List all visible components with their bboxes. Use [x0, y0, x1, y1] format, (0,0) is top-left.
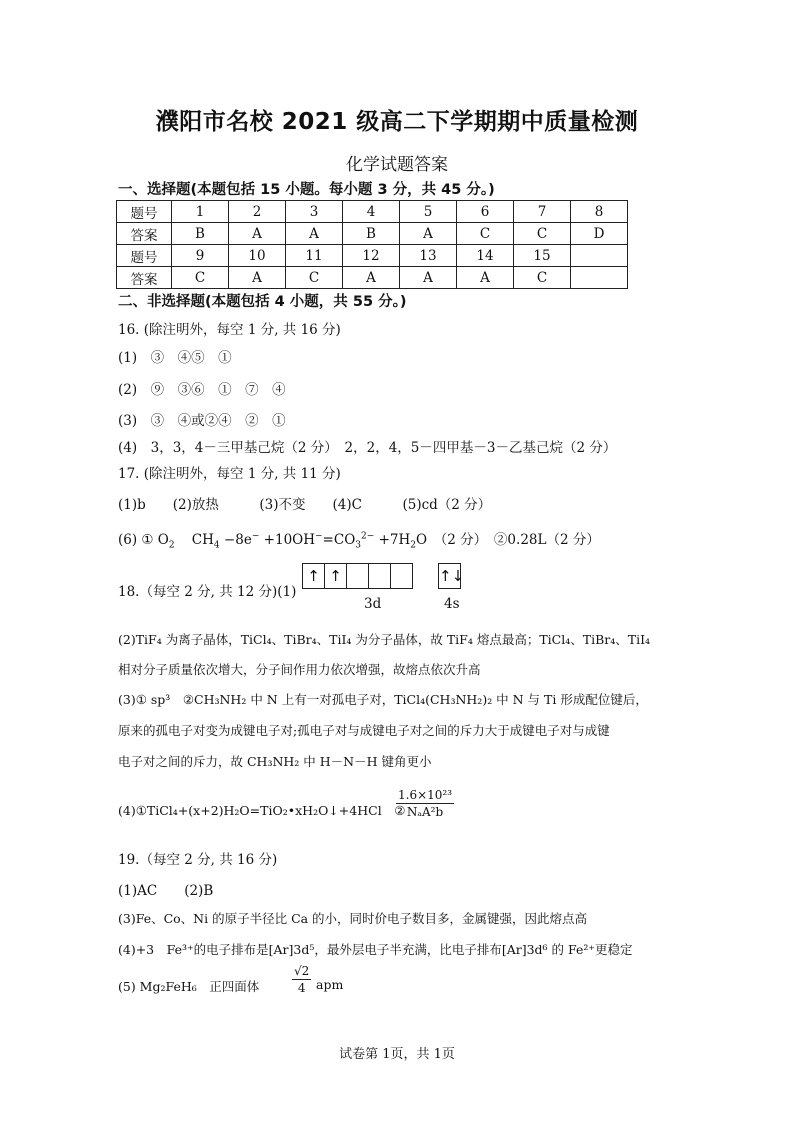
table-cell: A [343, 267, 400, 289]
table-cell: C [514, 267, 571, 289]
table-row [117, 245, 628, 267]
answer-table [116, 200, 628, 289]
q18-line-3a: (3)① sp³ ②CH₃NH₂ 中 N 上有一对孤电子对，TiCl₄(CH₃NH₂)₂ 中 N 与 Ti 形成配位键后， [118, 692, 648, 707]
table-cell: 6 [457, 201, 514, 223]
table-cell: 13 [400, 245, 457, 267]
q17-line-1: (1)b (2)放热 (3)不变 (4)C (5)cd（2 分） [118, 497, 492, 513]
orbital-box: ↑ [325, 564, 347, 588]
table-cell: B [343, 223, 400, 245]
table-cell: 1 [172, 201, 229, 223]
table-cell: 2 [229, 201, 286, 223]
orbital-box [369, 564, 391, 588]
q16-line-4: (4) 3，3，4－三甲基己烷（2 分） 2，2，4，5－四甲基－3－乙基己烷（2 分） [118, 440, 617, 456]
table-row [117, 201, 628, 223]
table-cell: 11 [286, 245, 343, 267]
table-cell: C [172, 267, 229, 289]
table-cell: C [286, 267, 343, 289]
q17-line-2: (6) ① $O_2$ $CH_4 -8e^- +10OH^-=CO_3^{2-} +7H_2O$ （2 分） ②0.28L（2 分） [118, 531, 600, 551]
table-cell: 7 [514, 201, 571, 223]
table-cell: 5 [400, 201, 457, 223]
q19-line-4: (4)+3 Fe³⁺的电子排布是[Ar]3d⁵，最外层电子半充满，比电子排布[Ar]3d⁶ 的 Fe²⁺更稳定 [118, 942, 633, 957]
q18-line-4: (4)①TiCl₄+(x+2)H₂O=TiO₂•xH₂O↓+4HCl ② [118, 803, 406, 818]
q16-line-2: (2) ⑨ ③⑥ ① ⑦ ④ [118, 382, 286, 398]
page-subtitle: 化学试题答案 [346, 155, 448, 175]
table-cell: A [457, 267, 514, 289]
table-cell: 10 [229, 245, 286, 267]
q19-heading: 19.（每空 2 分, 共 16 分) [118, 852, 278, 868]
orbital-diagram-3d [302, 563, 413, 589]
table-cell: 15 [514, 245, 571, 267]
table-cell: D [571, 223, 628, 245]
table-cell: 3 [286, 201, 343, 223]
table-row [117, 267, 628, 289]
table-cell: 9 [172, 245, 229, 267]
density-fraction-denominator: NₐA²b [406, 805, 444, 819]
table-row-label: 答案 [117, 267, 172, 289]
table-row-label: 题号 [117, 245, 172, 267]
q18-line-2b: 相对分子质量依次增大，分子间作用力依次增强，故熔点依次升高 [118, 662, 481, 677]
orbital-box: ↑ [303, 564, 325, 588]
table-cell: 8 [571, 201, 628, 223]
q17-heading: 17. (除注明外，每空 1 分, 共 11 分) [118, 466, 341, 482]
table-cell: 12 [343, 245, 400, 267]
table-cell: A [286, 223, 343, 245]
distance-unit: apm [316, 977, 344, 992]
orbital-box [391, 564, 412, 588]
orbital-box [347, 564, 369, 588]
table-cell: 4 [343, 201, 400, 223]
q18-line-2a: (2)TiF₄ 为离子晶体，TiCl₄、TiBr₄、TiI₄ 为分子晶体，故 TiF₄ 熔点最高；TiCl₄、TiBr₄、TiI₄ [118, 632, 651, 647]
table-row [117, 223, 628, 245]
table-row-label: 题号 [117, 201, 172, 223]
q16-heading: 16. (除注明外，每空 1 分, 共 16 分) [118, 322, 341, 338]
q16-line-3: (3) ③ ④或②④ ② ① [118, 413, 286, 429]
q18-line-3b: 原来的孤电子对变为成键电子对;孤电子对与成键电子对之间的斥力大于成键电子对与成键 [118, 723, 610, 738]
orbital-diagram-4s [438, 563, 465, 589]
distance-fraction-numerator: √2 [294, 964, 310, 978]
q19-line-5: (5) Mg₂FeH₆ 正四面体 [118, 979, 260, 994]
distance-fraction-denominator: 4 [297, 981, 306, 995]
table-cell: A [229, 267, 286, 289]
table-cell: A [400, 223, 457, 245]
section-1-heading: 一、选择题(本题包括 15 小题。每小题 3 分，共 45 分。) [118, 182, 495, 198]
table-cell: B [172, 223, 229, 245]
q16-line-1: (1) ③ ④⑤ ① [118, 350, 232, 366]
page-footer: 试卷第 1页，共 1页 [339, 1047, 455, 1062]
q19-line-3: (3)Fe、Co、Ni 的原子半径比 Ca 的小，同时价电子数目多，金属键强，因此熔点高 [118, 911, 588, 926]
table-cell [571, 267, 628, 289]
table-cell: A [400, 267, 457, 289]
q18-heading: 18.（每空 2 分, 共 12 分)(1) [118, 584, 297, 600]
table-cell [571, 245, 628, 267]
density-fraction-numerator: 1.6×10²³ [398, 788, 453, 802]
orbital-box: ↑↓ [439, 567, 465, 585]
table-cell: C [514, 223, 571, 245]
section-2-heading: 二、非选择题(本题包括 4 小题，共 55 分。) [118, 294, 407, 310]
table-cell: C [457, 223, 514, 245]
q18-line-3c: 电子对之间的斥力，故 CH₃NH₂ 中 H－N－H 键角更小 [118, 754, 432, 769]
page-title: 濮阳市名校 2021 级高二下学期期中质量检测 [155, 109, 639, 135]
table-cell: 14 [457, 245, 514, 267]
table-cell: A [229, 223, 286, 245]
orbital-label-3d: 3d [364, 596, 382, 612]
density-fraction [396, 788, 454, 819]
q19-line-1: (1)AC (2)B [118, 883, 214, 899]
table-row-label: 答案 [117, 223, 172, 245]
distance-fraction [292, 964, 311, 995]
orbital-label-4s: 4s [444, 596, 460, 612]
